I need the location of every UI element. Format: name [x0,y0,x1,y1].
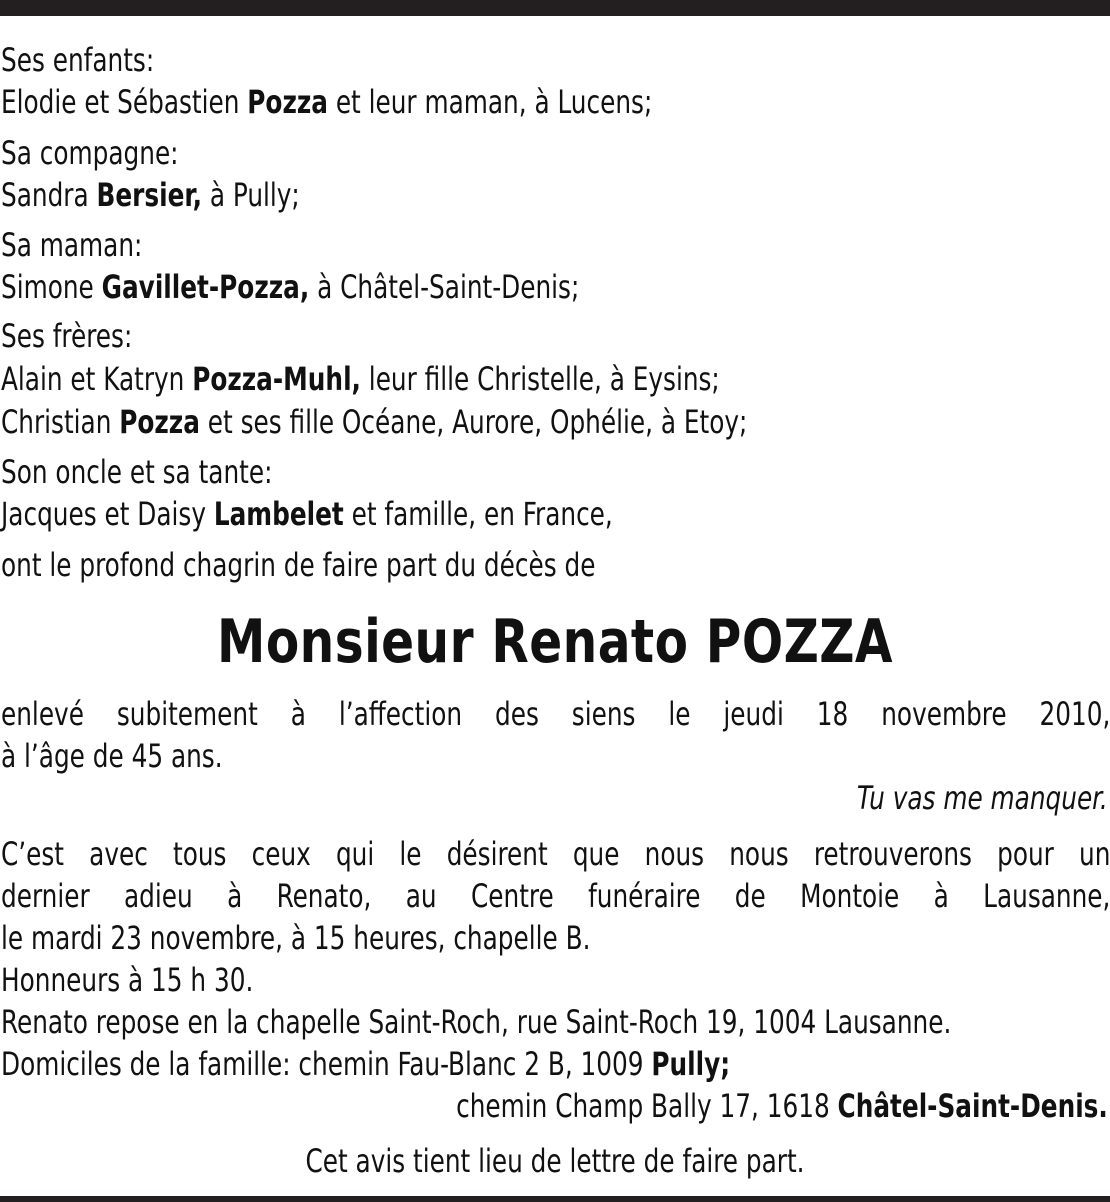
line-text: à Châtel-Saint-Denis; [309,268,580,306]
age-line: à l’âge de 45 ans. [1,737,223,775]
line-text: Domiciles de la famille: chemin Fau-Blanc 2 B, 1009 [1,1045,652,1083]
domicile-line-1 [1,1044,730,1084]
surname: Pozza [119,403,200,441]
line-text: et famille, en France, [343,495,613,533]
ceremony-line-3: le mardi 23 novembre, à 15 heures, chapelle B. [1,919,591,957]
surname: Bersier, [96,176,202,214]
line-text: Elodie et Sébastien [1,83,248,121]
quote-text: Tu vas me manquer. [857,779,1108,817]
line-text: Sa compagne: [1,134,179,172]
line-text: Ses enfants: [1,41,155,79]
line-oncle-tante [1,494,613,534]
line-text: Alain et Katryn [1,360,193,398]
line-maman [1,267,579,307]
ceremony-line-2: dernier adieu à Renato, au Centre funéraire de Montoie à Lausanne, [1,877,1110,915]
line-text: à Pully; [201,176,300,214]
closing-line: Cet avis tient lieu de lettre de faire part. [305,1142,805,1180]
surname: Lambelet [213,495,344,533]
town: Pully; [651,1045,731,1083]
domicile-line-2 [456,1086,1108,1126]
surname: Pozza [247,83,328,121]
quote [857,778,1108,818]
bottom-rule [0,1196,1110,1202]
heading-enfants [1,40,154,80]
surname: Gavillet-Pozza, [101,268,310,306]
top-rule [0,0,1110,16]
line-frere-2 [1,402,747,442]
ceremony-line-1: C’est avec tous ceux qui le désirent que nous nous retrouverons pour un [1,835,1110,873]
line-compagne [1,175,300,215]
line-text: chemin Champ Bally 17, 1618 [456,1087,838,1125]
heading-maman [1,225,142,265]
town: Châtel-Saint-Denis. [837,1087,1108,1125]
honours-line: Honneurs à 15 h 30. [1,961,254,999]
line-text: Ses frères: [1,317,133,355]
line-text: ont le profond chagrin de faire part du décès de [1,546,596,584]
line-text: et ses fille Océane, Aurore, Ophélie, à Etoy; [199,403,748,441]
heading-oncle-tante [1,452,272,492]
line-text: et leur maman, à Lucens; [327,83,653,121]
heading-freres [1,316,132,356]
line-text: Son oncle et sa tante: [1,453,273,491]
death-date-line: enlevé subitement à l’affection des siens le jeudi 18 novembre 2010, [1,695,1110,733]
line-text: Christian [1,403,120,441]
line-text: Jacques et Daisy [1,495,214,533]
line-enfants [1,82,652,122]
line-text: Sa maman: [1,226,143,264]
line-text: leur fille Christelle, à Eysins; [360,360,720,398]
line-text: Sandra [1,176,97,214]
line-frere-1 [1,359,720,399]
rest-place-line: Renato repose en la chapelle Saint-Roch, rue Saint-Roch 19, 1004 Lausanne. [1,1003,952,1041]
deceased-name: Monsieur Renato POZZA [217,607,893,677]
line-text: Simone [1,268,102,306]
announcement-line [1,545,595,585]
heading-compagne [1,133,179,173]
surname: Pozza-Muhl, [192,360,361,398]
